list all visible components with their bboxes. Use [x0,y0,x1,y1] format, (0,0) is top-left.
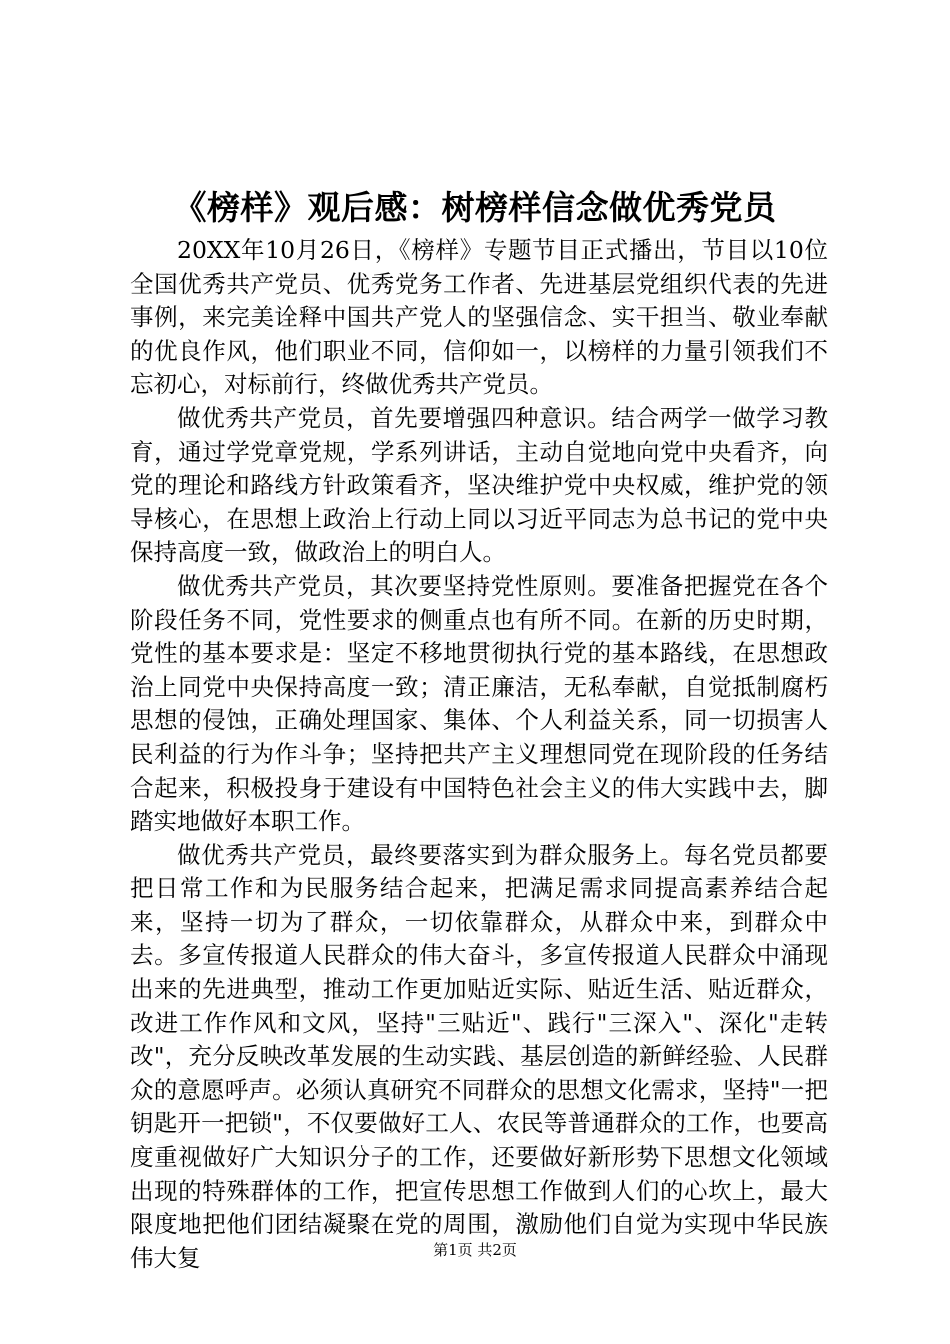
document-title: 《榜样》观后感：树榜样信念做优秀党员 [173,188,777,227]
document-body [130,234,828,1275]
page-number-footer: 第1页 共2页 [433,1241,517,1259]
paragraph-2: 做优秀共产党员，首先要增强四种意识。结合两学一做学习教育，通过学党章党规，学系列讲话，主动自觉地向党中央看齐，向党的理论和路线方针政策看齐，坚决维护党中央权威，维护党的领导核心，在思想上政治上行动上同以习近平同志为总书记的党中央保持高度一致，做政治上的明白人。 [130,403,828,567]
paragraph-1: 20XX年10月26日，《榜样》专题节目正式播出，节目以10位全国优秀共产党员、优秀党务工作者、先进基层党组织代表的先进事例，来完美诠释中国共产党人的坚强信念、实干担当、敬业奉献的优良作风，他们职业不同，信仰如一，以榜样的力量引领我们不忘初心，对标前行，终做优秀共产党员。 [130,236,828,399]
paragraph-4: 做优秀共产党员，最终要落实到为群众服务上。每名党员都要把日常工作和为民服务结合起来，把满足需求同提高素养结合起来，坚持一切为了群众，一切依靠群众，从群众中来，到群众中去。多宣传报道人民群众的伟大奋斗，多宣传报道人民群众中涌现出来的先进典型，推动工作更加贴近实际、贴近生活、贴近群众，改进工作作风和文风，坚持"三贴近"、践行"三深入"、深化"走转改"，充分反映改革发展的生动实践、基层创造的新鲜经验、人民群众的意愿呼声。必须认真研究不同群众的思想文化需求，坚持"一把钥匙开一把锁"，不仅要做好工人、农民等普通群众的工作，也要高度重视做好广大知识分子的工作，还要做好新形势下思想文化领域出现的特殊群体的工作，把宣传思想工作做到人们的心坎上，最大限度地把他们团结凝聚在党的周围，激励他们自觉为实现中华民族伟大复 [130,840,828,1272]
paragraph-3: 做优秀共产党员，其次要坚持党性原则。要准备把握党在各个阶段任务不同，党性要求的侧重点也有所不同。在新的历史时期，党性的基本要求是：坚定不移地贯彻执行党的基本路线，在思想政治上同党中央保持高度一致；清正廉洁，无私奉献，自觉抵制腐朽思想的侵蚀，正确处理国家、集体、个人利益关系，同一切损害人民利益的行为作斗争；坚持把共产主义理想同党在现阶段的任务结合起来，积极投身于建设有中国特色社会主义的伟大实践中去，脚踏实地做好本职工作。 [130,571,828,836]
